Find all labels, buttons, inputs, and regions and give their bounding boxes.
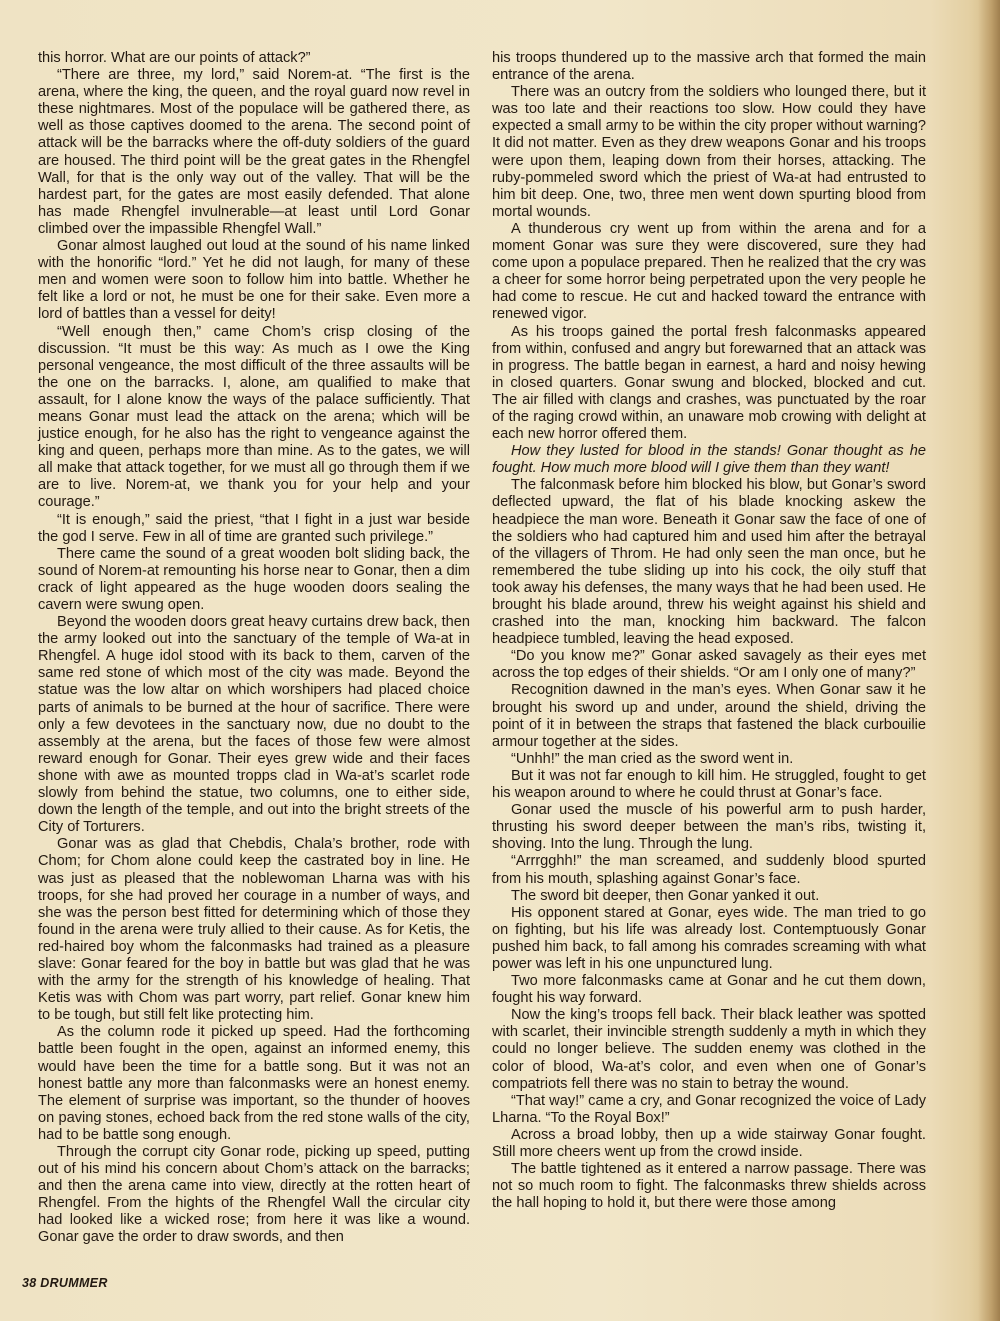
paragraph: Two more falconmasks came at Gonar and he cut them down, fought his way forward. <box>492 973 926 1007</box>
paragraph: “That way!” came a cry, and Gonar recognized the voice of Lady Lharna. “To the Royal Box!” <box>492 1092 926 1126</box>
paragraph: A thunderous cry went up from within the arena and for a moment Gonar was sure they were discovered, sure they had come upon a populace prepared. Then he realized that the cry was a cheer for some horror being perpetrated upon the very people he had come to rescue. He cut and hacked toward the entrance with renewed vigor. <box>492 220 926 323</box>
paragraph: There was an outcry from the soldiers who lounged there, but it was too late and their reactions too slow. How could they have expected a small army to be within the city proper without warning? It did not matter. Even as they drew weapons Gonar and his troops were upon them, leaping down from their horses, attacking. The ruby-pommeled sword which the priest of Wa-at had entrusted to him bit deep. One, two, three men went down spurting blood from mortal wounds. <box>492 84 926 220</box>
paragraph: The battle tightened as it entered a narrow passage. There was not so much room to fight. The falconmasks threw shields across the hall hoping to hold it, but there were those among <box>492 1161 926 1212</box>
right-column <box>492 50 926 1212</box>
paragraph: his troops thundered up to the massive arch that formed the main entrance of the arena. <box>492 50 926 84</box>
paragraph: Gonar used the muscle of his powerful arm to push harder, thrusting his sword deeper between the man’s ribs, twisting it, shoving. Into the lung. Through the lung. <box>492 802 926 853</box>
paragraph: As his troops gained the portal fresh falconmasks appeared from within, confused and angry but forewarned that an attack was in progress. The battle began in earnest, a hard and noisy hewing in closed quarters. Gonar swung and blocked, blocked and cut. The air filled with clangs and crashes, was punctuated by the roar of the raging crowd within, an unaware mob crowing with delight at each new horror offered them. <box>492 323 926 443</box>
paragraph: But it was not far enough to kill him. He struggled, fought to get his weapon around to where he could thrust at Gonar’s face. <box>492 767 926 802</box>
paragraph: “Arrrgghh!” the man screamed, and suddenly blood spurted from his mouth, splashing against Gonar’s face. <box>492 853 926 887</box>
paragraph: Gonar almost laughed out loud at the sound of his name linked with the honorific “lord.” Yet he did not laugh, for many of these men and women were soon to follow him into battle. Whether he felt like a lord or not, he must be one for their sake. Even more a lord of battles than a vessel for deity! <box>38 238 470 323</box>
page-folio: 38 DRUMMER <box>22 1276 108 1290</box>
paragraph: Gonar was as glad that Chebdis, Chala’s brother, rode with Chom; for Chom alone could keep the castrated boy in line. He was just as pleased that the noblewoman Lharna was with his troops, for she had proved her courage in a number of ways, and she was the person best fitted for determining which of those they found in the arena were truly allied to their cause. As for Ketis, the red-haired boy whom the falconmasks had trained as a pleasure slave: Gonar feared for the boy in battle but was glad that he was with the army for the strength of his knowledge of healing. That Ketis was with Chom was part worry, part relief. Gonar knew him to be tough, but still felt like protecting him. <box>38 836 470 1024</box>
paragraph: Now the king’s troops fell back. Their black leather was spotted with scarlet, their invincible strength suddenly a myth in which they could no longer believe. The sudden enemy was clothed in the color of blood, Wa-at’s color, and even when one of Gonar’s compatriots fell there was no stain to betray the wound. <box>492 1007 926 1092</box>
paragraph: “Well enough then,” came Chom’s crisp closing of the discussion. “It must be this way: As much as I owe the King personal vengeance, the most difficult of the three assaults will be the one on the barracks. I, alone, am qualified to make that assault, for I alone know the ways of the palace sufficiently. That means Gonar must lead the attack on the arena; which will be justice enough, for he also has the right to vengeance against the king and queen, perhaps more than mine. As to the gates, we will all make that attack together, for we must all go through them if we are to live. Norem-at, we thank you for your help and your courage.” <box>38 323 470 511</box>
paragraph: The sword bit deeper, then Gonar yanked it out. <box>511 887 820 904</box>
left-column <box>38 50 470 1247</box>
paragraph: As the column rode it picked up speed. Had the forthcoming battle been fought in the open, against an informed enemy, this would have been the time for a battle song. But it was not an honest battle any more than falconmasks were an honest enemy. The element of surprise was important, so the thunder of hooves on paving stones, echoed back from the red stone walls of the city, had to be battle song enough. <box>38 1024 470 1143</box>
paragraph: The falconmask before him blocked his blow, but Gonar’s sword deflected upward, the flat of his blade knocking askew the headpiece the man wore. Beneath it Gonar saw the face of one of the soldiers who had captured him and used him after the betrayal of the villagers of Throm. He had only seen the man once, but he remembered the tube sliding up into his cock, the oily stuff that took away his defenses, the many ways that he had been used. He brought his blade around, threw his weight against his shield and crashed into the man, knocking him backward. The falcon headpiece tumbled, leaving the head exposed. <box>492 477 926 648</box>
paragraph: Beyond the wooden doors great heavy curtains drew back, then the army looked out into the sanctuary of the temple of Wa-at in Rhengfel. A huge idol stood with its back to them, carven of the same red stone of which most of the city was made. Beyond the statue was the low altar on which worshipers had placed choice parts of animals to be burned at the hour of sacrifice. There were only a few devotees in the sanctuary now, due no doubt to the assembly at the arena, but the faces of those few were almost reward enough for Gonar. Their eyes grew wide and their faces shone with awe as mounted tropps clad in Wa-at’s scarlet rode slowly from behind the statue, two columns, one to either side, down the length of the temple, and out into the bright streets of the City of Torturers. <box>38 614 470 836</box>
paragraph-italic-thought: How they lusted for blood in the stands! Gonar thought as he fought. How much more blood will I give them than they want! <box>492 443 926 477</box>
paragraph: His opponent stared at Gonar, eyes wide. The man tried to go on fighting, but his life was already lost. Contemptuously Gonar pushed him back, to fall among his comrades screaming with what power was left in his one unpunctured lung. <box>492 904 926 972</box>
paragraph: “Unhh!” the man cried as the sword went in. <box>511 750 794 767</box>
paragraph: “It is enough,” said the priest, “that I fight in a just war beside the god I serve. Few in all of time are granted such privilege.” <box>38 511 470 545</box>
paragraph: Recognition dawned in the man’s eyes. When Gonar saw it he brought his sword up and under, around the shield, driving the point of it in between the straps that fastened the black curbouilie armour together at the sides. <box>492 682 926 750</box>
page-edge-shadow <box>978 0 1000 1321</box>
paragraph: “Do you know me?” Gonar asked savagely as their eyes met across the top edges of their shields. “Or am I only one of many?” <box>492 648 926 682</box>
paragraph: “There are three, my lord,” said Norem-at. “The first is the arena, where the king, the queen, and the royal guard now revel in these nightmares. Most of the populace will be gathered there, as well as those captives doomed to the arena. The second point of attack will be the barracks where the off-duty soldiers of the guard are housed. The third point will be the great gates in the Rhengfel Wall, for that is the only way out of the valley. That will be the hardest part, for the gates are most easily defended. That alone has made Rhengfel invulnerable—at least until Lord Gonar climbed over the impassible Rhengfel Wall.” <box>38 67 470 237</box>
paragraph: Through the corrupt city Gonar rode, picking up speed, putting out of his mind his concern about Chom’s attack on the barracks; and then the arena came into view, directly at the rotten heart of Rhengfel. From the hights of the Rhengfel Wall the circular city had looked like a wicked rose; from here it was like a wound. Gonar gave the order to draw swords, and then <box>38 1144 470 1246</box>
paragraph: this horror. What are our points of attack?” <box>38 50 311 66</box>
paragraph: There came the sound of a great wooden bolt sliding back, the sound of Norem-at remounting his horse near to Gonar, then a dim crack of light appeared as the huge wooden doors sealing the cavern were swung open. <box>38 545 470 613</box>
paragraph: Across a broad lobby, then up a wide stairway Gonar fought. Still more cheers went up from the crowd inside. <box>492 1126 926 1160</box>
